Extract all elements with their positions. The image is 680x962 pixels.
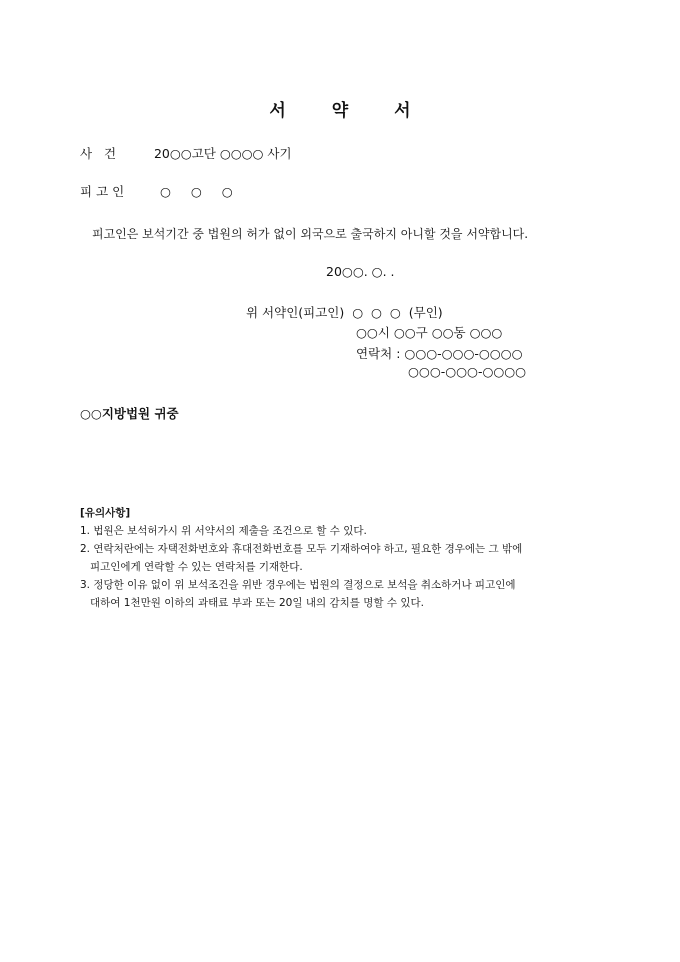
- contact-phone-2: ○○○-○○○-○○○○: [408, 364, 527, 379]
- signer-address: ○○시 ○○구 ○○동 ○○○: [356, 325, 503, 340]
- title-char: 서: [394, 101, 411, 121]
- title-char: 서: [269, 101, 286, 121]
- pledge-text: 피고인은 보석기간 중 법원의 허가 없이 외국으로 출국하지 아니할 것을 서약합니다.: [92, 227, 529, 241]
- note-item: 3. 정당한 이유 없이 위 보석조건을 위반 경우에는 법원의 결정으로 보석을 취소하거나 피고인에: [80, 579, 516, 591]
- document-title: [0, 96, 680, 121]
- signer-line: 위 서약인(피고인) ○ ○ ○ (무인): [246, 305, 443, 320]
- case-label: 사 건: [80, 146, 121, 161]
- defendant-value: ○ ○ ○: [159, 184, 237, 199]
- note-item-continuation: 피고인에게 연락할 수 있는 연락처를 기재한다.: [90, 561, 303, 573]
- contact-phone-1: ○○○-○○○-○○○○: [404, 346, 523, 361]
- pledge-date: 20○○. ○. .: [326, 264, 395, 279]
- defendant-label: 피고인: [80, 184, 129, 199]
- contact-label: 연락처 :: [356, 346, 401, 361]
- court-addressee: ○○지방법원 귀중: [80, 406, 179, 421]
- case-row: [80, 144, 292, 162]
- notes-heading: [유의사항]: [80, 507, 131, 519]
- note-item: 1. 법원은 보석허가시 위 서약서의 제출을 조건으로 할 수 있다.: [80, 525, 367, 537]
- notes-list: [80, 522, 522, 612]
- note-item: 2. 연락처란에는 자택전화번호와 휴대전화번호를 모두 기재하여야 하고, 필요한 경우에는 그 밖에: [80, 543, 523, 555]
- note-item-continuation: 대하여 1천만원 이하의 과태료 부과 또는 20일 내의 감치를 명할 수 있다.: [90, 597, 424, 609]
- signer-contact: [356, 344, 523, 362]
- title-char: 약: [331, 101, 349, 121]
- defendant-row: [80, 182, 237, 200]
- case-value: 20○○고단 ○○○○ 사기: [153, 146, 292, 161]
